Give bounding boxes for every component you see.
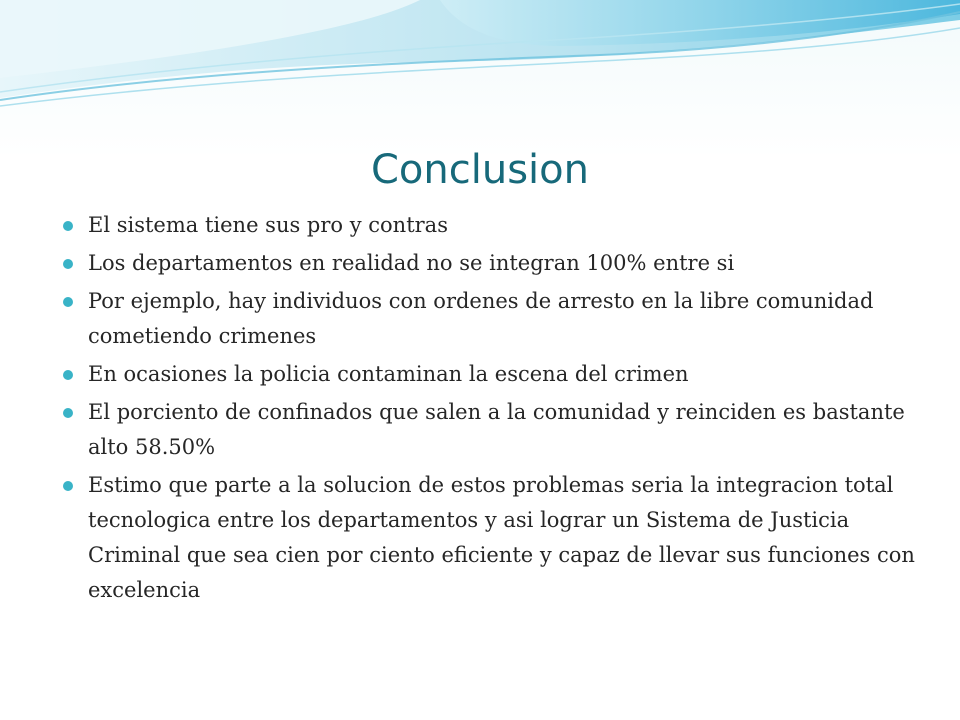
bullet-item [62, 395, 922, 465]
bullet-item [62, 357, 922, 392]
bullet-icon [63, 297, 73, 307]
header-wave-decoration [0, 0, 960, 150]
bullet-list [62, 208, 922, 611]
bullet-text: El sistema tiene sus pro y contras [88, 213, 448, 237]
bullet-item [62, 284, 922, 354]
bullet-icon [63, 408, 73, 418]
bullet-text: Por ejemplo, hay individuos con ordenes de arresto en la libre comunidad cometiendo crimenes [88, 289, 874, 348]
bullet-icon [63, 370, 73, 380]
bullet-item [62, 246, 922, 281]
bullet-icon [63, 221, 73, 231]
bullet-text: El porciento de confinados que salen a la comunidad y reinciden es bastante alto 58.50% [88, 400, 905, 459]
bullet-text: En ocasiones la policia contaminan la escena del crimen [88, 362, 689, 386]
bullet-text: Los departamentos en realidad no se integran 100% entre si [88, 251, 735, 275]
bullet-icon [63, 481, 73, 491]
slide-title: Conclusion [371, 147, 589, 193]
bullet-item [62, 208, 922, 243]
bullet-item [62, 468, 922, 608]
bullet-icon [63, 259, 73, 269]
bullet-text: Estimo que parte a la solucion de estos problemas seria la integracion total tecnologica entre los departamentos y asi lograr un Sistema de Justicia Criminal que sea cien por ciento eficiente y capaz de llevar sus funciones con excelencia [88, 473, 915, 602]
